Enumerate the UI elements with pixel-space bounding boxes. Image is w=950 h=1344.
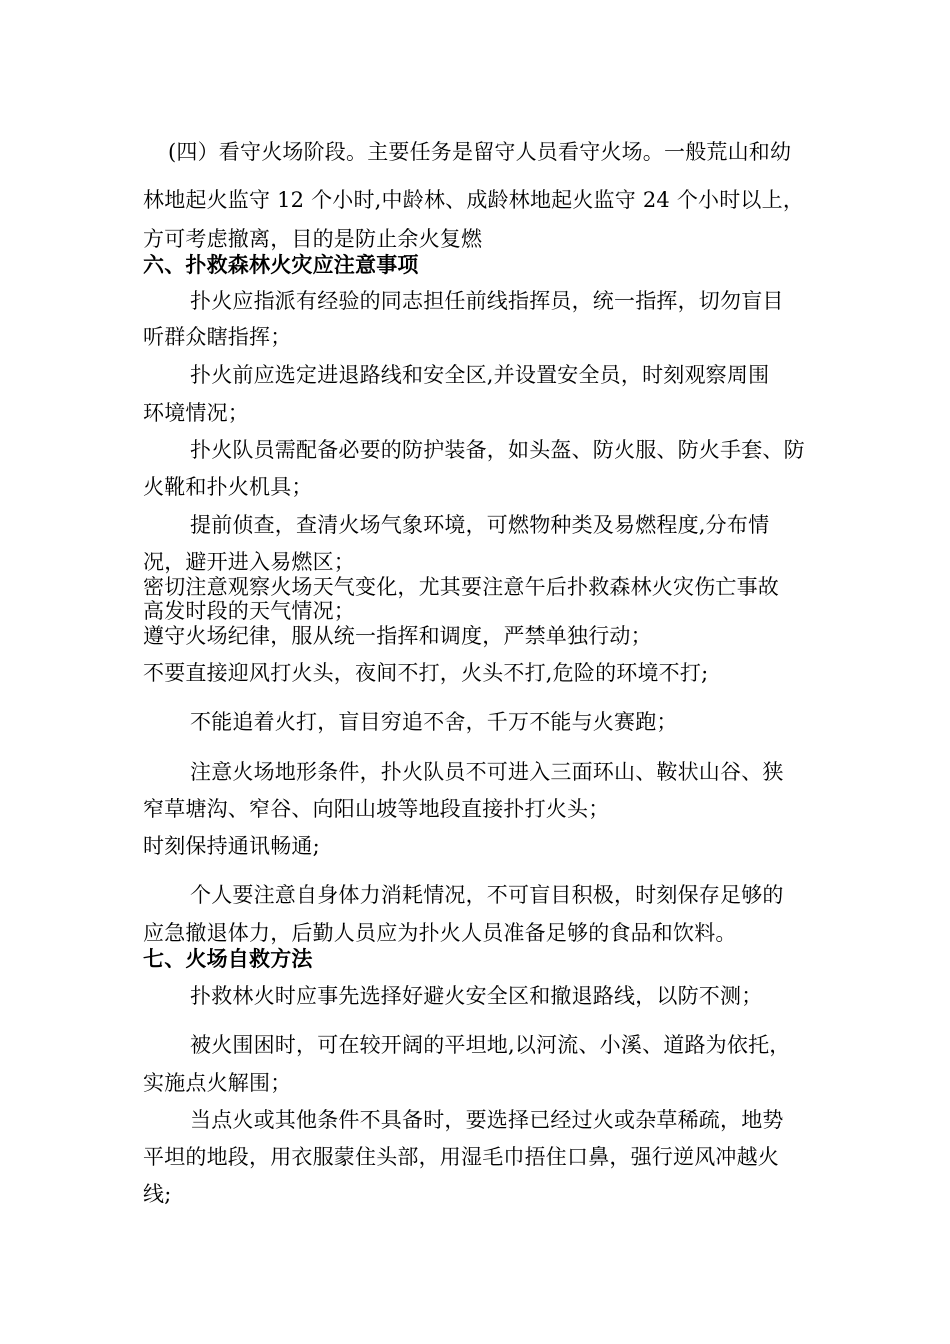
paragraph-line: 方可考虑撤离，目的是防止余火复燃 [143,227,483,251]
paragraph-line: 遵守火场纪律，服从统一指挥和调度，严禁单独行动； [143,624,652,648]
paragraph-line: 扑火应指派有经验的同志担任前线指挥员，统一指挥，切勿盲目 [190,289,784,313]
paragraph-line: 扑救林火时应事先选择好避火安全区和撤退路线，以防不测； [190,984,763,1008]
paragraph-line: 线; [143,1182,172,1206]
paragraph-line: 被火围困时，可在较开阔的平坦地,以河流、小溪、道路为依托， [190,1033,791,1057]
paragraph-line: 不能追着火打，盲目穷追不舍，千万不能与火赛跑； [190,710,678,734]
paragraph-line: 当点火或其他条件不具备时，要选择已经过火或杂草稀疏，地势 [190,1108,784,1132]
paragraph-line: 窄草塘沟、窄谷、向阳山坡等地段直接扑打火头； [143,797,610,821]
paragraph-line: 扑火队员需配备必要的防护装备，如头盔、防火服、防火手套、防 [190,438,805,462]
paragraph-line: 应急撤退体力，后勤人员应为扑火人员准备足够的食品和饮料。 [143,921,737,945]
paragraph-line: 环境情况； [143,401,249,425]
paragraph-line: 密切注意观察火场天气变化，尤其要注意午后扑救森林火灾伤亡事故 [143,575,779,599]
paragraph-line: 况，避开进入易燃区； [143,550,355,574]
paragraph-line: 时刻保持通讯畅通; [143,834,320,858]
paragraph-line: 不要直接迎风打火头，夜间不打，火头不打,危险的环境不打; [143,661,709,685]
section-heading: 七、火场自救方法 [143,947,313,971]
paragraph-line: 平坦的地段，用衣服蒙住头部，用湿毛巾捂住口鼻，强行逆风冲越火 [143,1145,779,1169]
paragraph-line: 林地起火监守 12 个小时,中龄林、成龄林地起火监守 24 个小时以上， [143,188,805,212]
paragraph-line: 实施点火解围； [143,1071,292,1095]
paragraph-line: 提前侦查，查清火场气象环境，可燃物种类及易燃程度,分布情 [190,513,770,537]
paragraph-line: 高发时段的天气情况； [143,599,355,623]
section-heading: 六、扑救森林火灾应注意事项 [143,253,419,277]
paragraph-line: 听群众瞎指挥； [143,325,292,349]
paragraph-line: 扑火前应选定进退路线和安全区,并设置安全员，时刻观察周围 [190,363,770,387]
paragraph-line: 注意火场地形条件，扑火队员不可进入三面环山、鞍状山谷、狭 [190,760,784,784]
paragraph-line: 火靴和扑火机具； [143,475,313,499]
paragraph-line: 个人要注意自身体力消耗情况，不可盲目积极，时刻保存足够的 [190,883,784,907]
paragraph-line: (四）看守火场阶段。主要任务是留守人员看守火场。一般荒山和幼 [168,140,792,164]
